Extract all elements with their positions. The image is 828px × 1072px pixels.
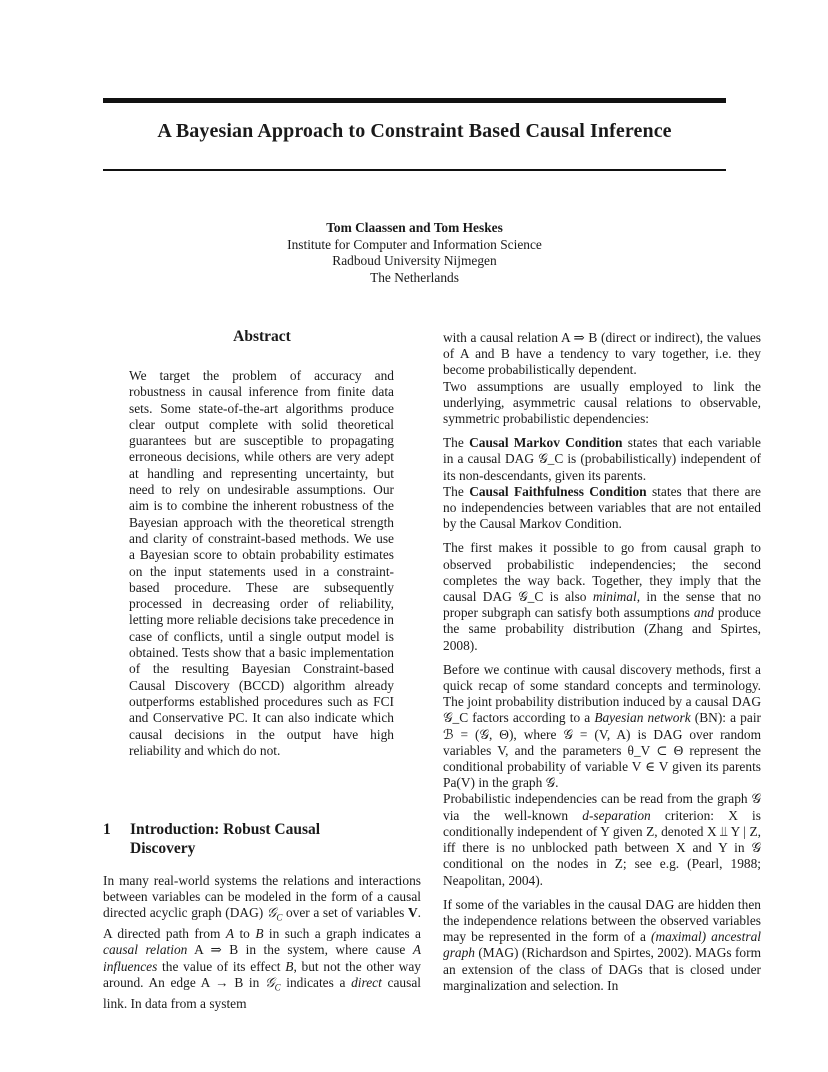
title-bottom-rule (103, 169, 726, 171)
causal-markov-paragraph: The Causal Markov Condition states that each variable in a causal DAG 𝒢_C is (probabilistically) independent of its non-descendants, given its parents. (443, 435, 762, 483)
section-number: 1 (103, 821, 111, 838)
affiliation-university: Radboud University Nijmegen (332, 253, 497, 268)
causal-relation-paragraph: with a causal relation A ⇒ B (direct or indirect), the values of A and B have a tendency to vary together, i.e. they become probabilistically dependent. (443, 330, 761, 378)
right-column-body (443, 330, 761, 994)
section-title-line-1: Introduction: Robust Causal (130, 821, 321, 838)
ancestral-graph-paragraph: If some of the variables in the causal DAG are hidden then the independence relations between the observed variables may be represented in the form of a (maximal) ancestral graph (MAG) (Richardson and Spirtes, 2002). MAGs form an extension of the class of DAGs that is closed under marginalization and selection. In (443, 896, 762, 993)
bayesian-network-paragraph: Before we continue with causal discovery methods, first a quick recap of some standard concepts and terminology. The joint probability distribution induced by a causal DAG 𝒢_C factors according to a Bayesian network (BN): a pair ℬ = (𝒢, Θ), where 𝒢 = (V, A) is DAG over random variables V, and the parameters θ_V ⊂ Θ represent the conditional probability of variable V ∈ V given its parents Pa(V) in the graph 𝒢. (443, 661, 761, 791)
author-names: Tom Claassen and Tom Heskes (326, 220, 503, 235)
paper-title: A Bayesian Approach to Constraint Based Causal Inference (157, 120, 672, 142)
d-separation-paragraph: Probabilistic independencies can be read from the graph 𝒢 via the well-known d-separation criterion: X is conditionally independent of Y given Z, denoted X ⫫ Y | Z, iff there is no unblocked path between X and Y in 𝒢 conditional on the nodes in Z; see e.g. (Pearl, 1988; Neapolitan, 2004). (443, 791, 761, 888)
intro-paragraph: In many real-world systems the relations and interactions between variables can be modeled in the form of a causal directed acyclic graph (DAG) 𝒢$_C$ over a set of variables V. A directed path from A to B in such a graph indicates a causal relation A ⇒ B in the system, where cause A influences the value of its effect B, but not the other way around. An edge A → B in 𝒢$_C$ indicates a direct causal link. In data from a system (103, 873, 421, 1011)
abstract-heading: Abstract (233, 328, 291, 345)
causal-faithfulness-paragraph: The Causal Faithfulness Condition states that there are no independencies between variables that are not entailed by the Causal Markov Condition. (443, 483, 761, 532)
minimality-paragraph: The first makes it possible to go from causal graph to observed probabilistic independencies; the second completes the way back. Together, they imply that the causal DAG 𝒢_C is also minimal, in the sense that no proper subgraph can satisfy both assumptions and produce the same probability distribution (Zhang and Spirtes, 2008). (443, 540, 761, 653)
left-column-body (103, 873, 421, 1012)
abstract-text (129, 368, 394, 759)
abstract-paragraph: We target the problem of accuracy and robustness in causal inference from finite data sets. Some state-of-the-art algorithms produce clear output complete with solid theoretical guarantees but are susceptible to propagating erroneous decisions, while others are very adept at handling and representing uncertainty, but need to rely on undesirable assumptions. Our aim is to combine the inherent robustness of the Bayesian approach with the theoretical strength and clarity of constraint-based methods. We use a Bayesian score to obtain probability estimates on the input statements used in a constraint-based procedure. These are subsequently processed in decreasing order of reliability, letting more reliable decisions take precedence in case of conflicts, until a single output model is obtained. Tests show that a basic implementation of the resulting Bayesian Constraint-based Causal Discovery (BCCD) algorithm already outperforms established procedures such as FCI and Conservative PC. It can also indicate which causal decisions in the output have high reliability and which do not. (129, 368, 394, 758)
section-1-heading (103, 820, 421, 858)
section-title-line-2: Discovery (130, 840, 196, 857)
affiliation-country: The Netherlands (370, 269, 459, 285)
assumptions-paragraph: Two assumptions are usually employed to link the underlying, asymmetric causal relations to observable, symmetric probabilistic dependencies: (443, 378, 761, 427)
title-top-rule (103, 98, 726, 103)
author-block (103, 220, 726, 286)
affiliation-institute: Institute for Computer and Information Science (287, 236, 542, 252)
